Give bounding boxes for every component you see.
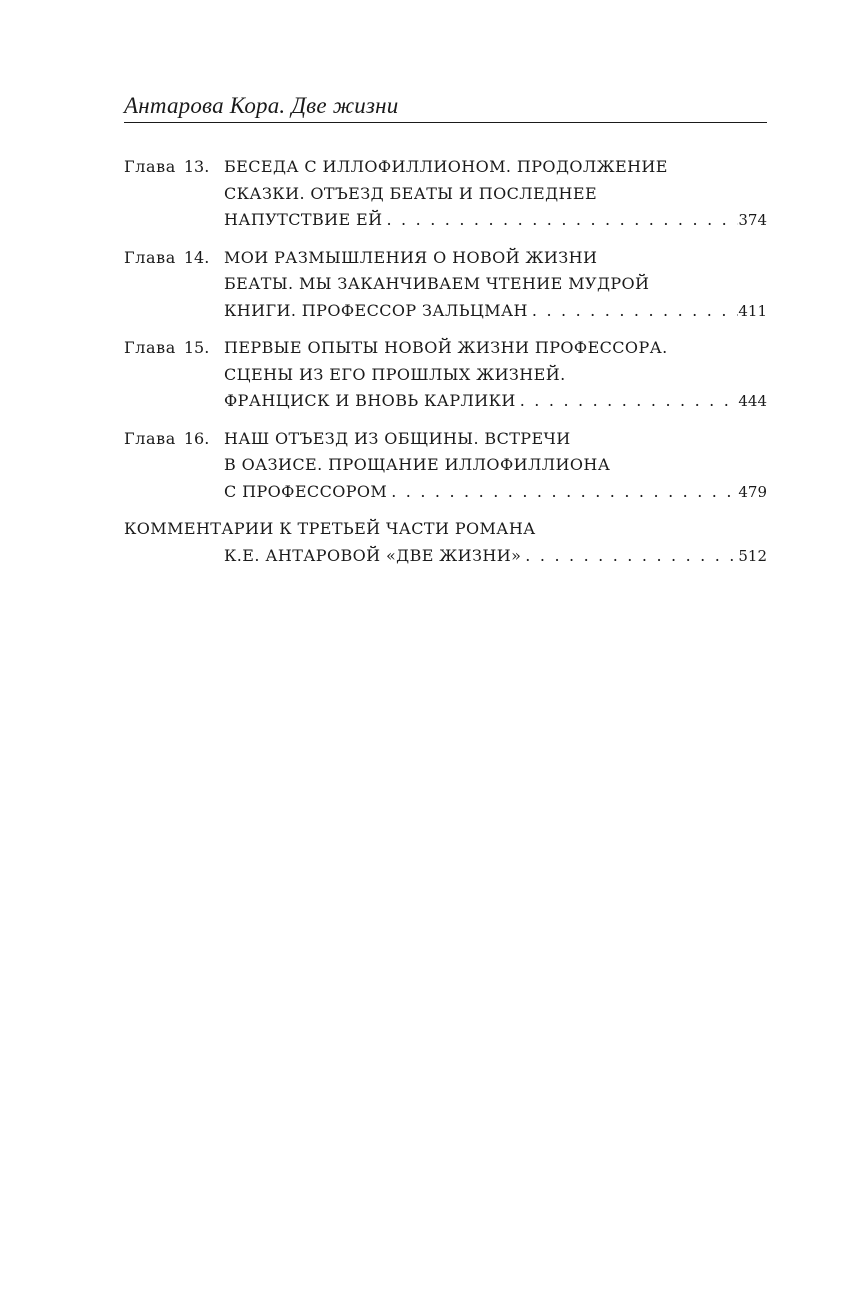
title-line: ФРАНЦИСК И ВНОВЬ КАРЛИКИ bbox=[224, 391, 516, 410]
chapter-title bbox=[224, 245, 767, 325]
running-head: Антарова Кора. Две жизни bbox=[124, 93, 399, 118]
title-line: НАПУТСТВИЕ ЕЙ bbox=[224, 210, 383, 229]
toc-entry-chapter-13 bbox=[124, 154, 767, 234]
title-line: СКАЗКИ. ОТЪЕЗД БЕАТЫ И ПОСЛЕДНЕЕ bbox=[224, 183, 598, 203]
title-line: БЕСЕДА С ИЛЛОФИЛЛИОНОМ. ПРОДОЛЖЕНИЕ bbox=[224, 157, 668, 176]
title-last-line bbox=[224, 298, 767, 325]
chapter-label bbox=[124, 154, 209, 181]
chapter-word: Глава bbox=[124, 247, 176, 267]
page-number: 479 bbox=[738, 482, 767, 501]
dot-leader bbox=[528, 298, 738, 325]
dot-leader bbox=[382, 207, 738, 234]
dot-leader bbox=[516, 388, 739, 415]
chapter-title bbox=[224, 335, 767, 415]
title-line: ПЕРВЫЕ ОПЫТЫ НОВОЙ ЖИЗНИ ПРОФЕССОРА. bbox=[224, 338, 668, 357]
chapter-number: 14. bbox=[183, 247, 210, 267]
title-line: В ОАЗИСЕ. ПРОЩАНИЕ ИЛЛОФИЛЛИОНА bbox=[224, 455, 611, 474]
title-last-line bbox=[224, 388, 767, 415]
dot-leader bbox=[521, 543, 738, 570]
title-line: К.Е. АНТАРОВОЙ «ДВЕ ЖИЗНИ» bbox=[224, 545, 522, 565]
chapter-word: Глава bbox=[124, 338, 176, 357]
page-number: 374 bbox=[738, 211, 767, 229]
header-rule bbox=[124, 122, 767, 123]
title-line: КНИГИ. ПРОФЕССОР ЗАЛЬЦМАН bbox=[224, 300, 528, 320]
title-last-line bbox=[224, 479, 767, 506]
table-of-contents bbox=[124, 154, 767, 580]
chapter-word: Глава bbox=[124, 428, 176, 448]
toc-entry-commentary bbox=[124, 516, 767, 569]
title-line: С ПРОФЕССОРОМ bbox=[224, 481, 388, 501]
toc-entry-chapter-16 bbox=[124, 426, 767, 506]
dot-leader bbox=[387, 479, 738, 506]
title-line: КОММЕНТАРИИ К ТРЕТЬЕЙ ЧАСТИ РОМАНА bbox=[124, 519, 536, 538]
title-line: СЦЕНЫ ИЗ ЕГО ПРОШЛЫХ ЖИЗНЕЙ. bbox=[224, 364, 566, 384]
title-line: НАШ ОТЪЕЗД ИЗ ОБЩИНЫ. ВСТРЕЧИ bbox=[224, 428, 571, 448]
page-number: 512 bbox=[738, 546, 767, 565]
chapter-number: 16. bbox=[183, 428, 210, 448]
toc-entry-chapter-14 bbox=[124, 245, 767, 325]
chapter-number: 13. bbox=[183, 157, 210, 176]
chapter-title bbox=[224, 154, 767, 234]
chapter-label bbox=[124, 245, 209, 272]
chapter-number: 15. bbox=[183, 338, 210, 357]
title-line: БЕАТЫ. МЫ ЗАКАНЧИВАЕМ ЧТЕНИЕ МУДРОЙ bbox=[224, 274, 650, 293]
chapter-label bbox=[124, 426, 209, 453]
title-last-line bbox=[224, 543, 767, 570]
title-last-line bbox=[224, 207, 767, 234]
chapter-word: Глава bbox=[124, 157, 176, 176]
title-line: МОИ РАЗМЫШЛЕНИЯ О НОВОЙ ЖИЗНИ bbox=[224, 247, 598, 267]
chapter-label bbox=[124, 335, 209, 362]
toc-entry-chapter-15 bbox=[124, 335, 767, 415]
page-number: 411 bbox=[738, 301, 767, 320]
chapter-title bbox=[224, 426, 767, 506]
page-number: 444 bbox=[738, 392, 767, 410]
commentary-title bbox=[124, 516, 767, 569]
